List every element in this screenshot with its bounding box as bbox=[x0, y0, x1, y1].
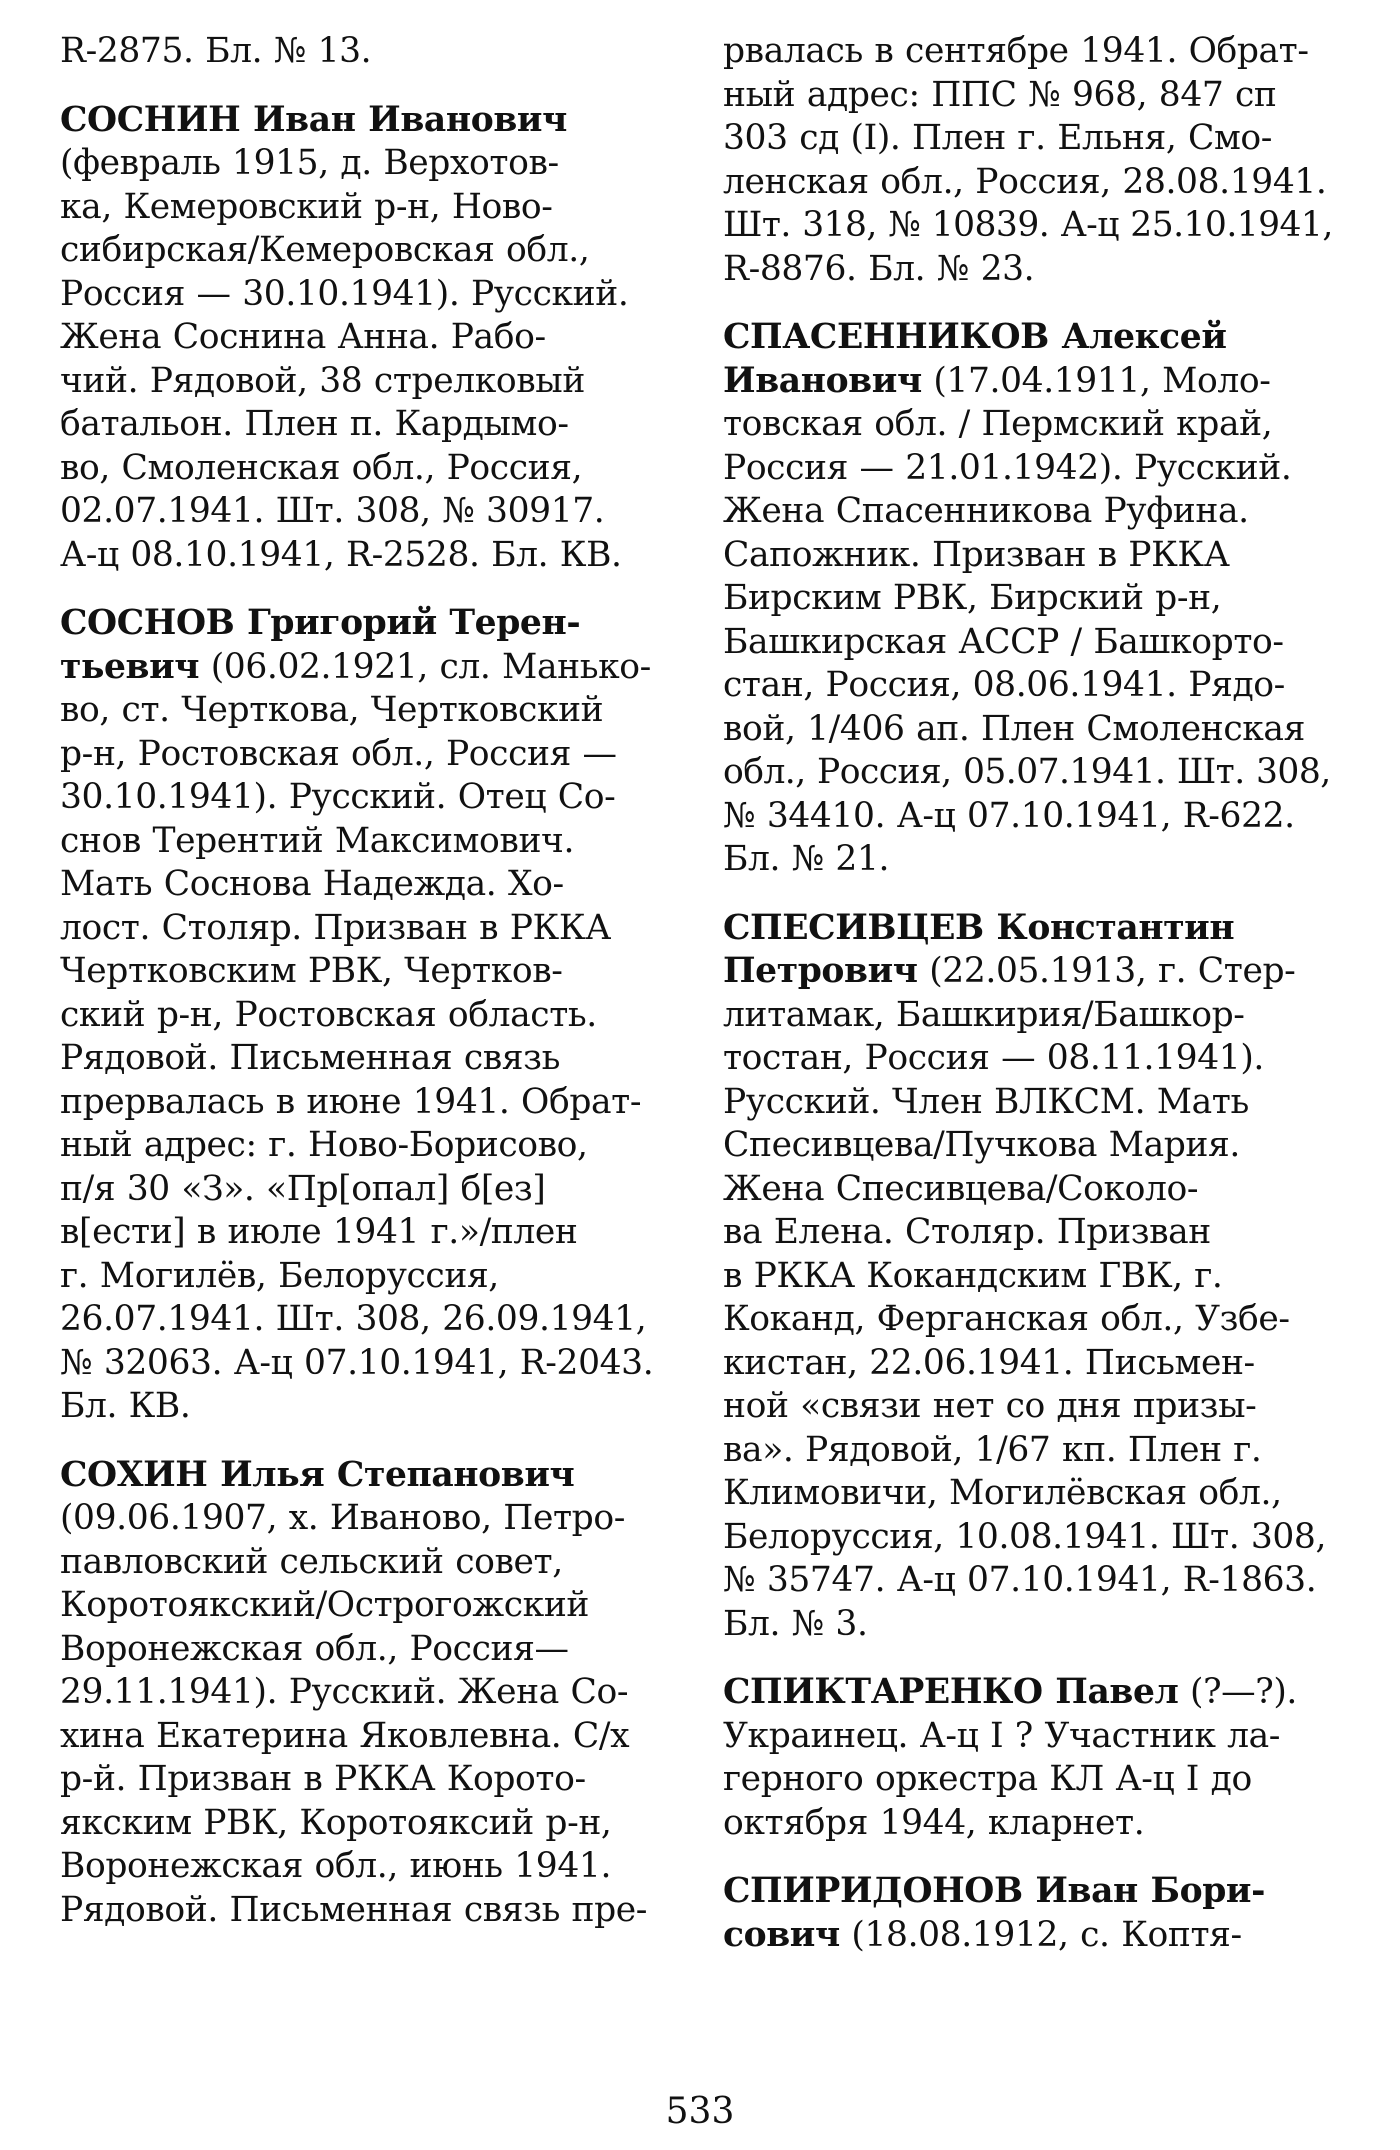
text-line bbox=[60, 1715, 670, 1759]
text-line bbox=[60, 1628, 670, 1672]
entry-name: СОХИН Илья Степанович bbox=[60, 1454, 575, 1495]
text-line bbox=[723, 1516, 1333, 1560]
entry-text: товская обл. / Пермский край, bbox=[723, 404, 1273, 444]
entry-text: (06.02.1921, сл. Манько- bbox=[199, 646, 651, 687]
entry-text: ва». Рядовой, 1/67 кп. Плен г. bbox=[723, 1429, 1262, 1470]
text-line bbox=[60, 273, 670, 317]
entry-text: (февраль 1915, д. Верхотов- bbox=[60, 143, 559, 183]
right-column bbox=[723, 30, 1333, 1957]
entry-text: Воронежская обл., Россия— bbox=[60, 1628, 569, 1669]
text-line bbox=[60, 229, 670, 273]
entry-text: Спесивцева/Пучкова Мария. bbox=[723, 1125, 1240, 1165]
entry-text: ский р-н, Ростовская область. bbox=[60, 994, 597, 1035]
text-line bbox=[60, 142, 670, 186]
text-line bbox=[723, 1758, 1333, 1802]
entry-text: ленская обл., Россия, 28.08.1941. bbox=[723, 161, 1327, 202]
text-line bbox=[60, 1211, 670, 1255]
text-line bbox=[723, 1298, 1333, 1342]
entry-text: литамак, Башкирия/Башкор- bbox=[723, 994, 1245, 1035]
text-line bbox=[60, 646, 670, 690]
text-line bbox=[60, 1385, 670, 1429]
entry-text: ной «связи нет со дня призы- bbox=[723, 1386, 1257, 1426]
entry-text: Бл. № 3. bbox=[723, 1603, 868, 1644]
entry-text: Мать Соснова Надежда. Хо- bbox=[60, 864, 564, 904]
entry-text: Россия — 30.10.1941). Русский. bbox=[60, 273, 629, 314]
entry-text: хина Екатерина Яковлевна. С/х bbox=[60, 1715, 630, 1756]
text-line bbox=[60, 950, 670, 994]
text-line bbox=[723, 664, 1333, 708]
entry-text: (22.05.1913, г. Стер- bbox=[917, 951, 1296, 991]
text-line bbox=[723, 1472, 1333, 1516]
text-line bbox=[60, 1758, 670, 1802]
text-line bbox=[60, 689, 670, 733]
entry-text: стан, Россия, 08.06.1941. Рядо- bbox=[723, 665, 1285, 705]
entry-text: R-8876. Бл. № 23. bbox=[723, 248, 1035, 289]
entry-text: павловский сельский совет, bbox=[60, 1541, 563, 1582]
entry-name: Петрович bbox=[723, 951, 918, 991]
entry-text: рвалась в сентябре 1941. Обрат- bbox=[723, 31, 1309, 71]
text-line bbox=[60, 1454, 670, 1498]
entry bbox=[60, 30, 670, 74]
text-line bbox=[60, 360, 670, 404]
text-line bbox=[723, 161, 1333, 205]
text-line bbox=[60, 1584, 670, 1628]
entry-text: Башкирская АССР / Башкорто- bbox=[723, 621, 1284, 662]
entry-text: в[ести] в июле 1941 г.»/плен bbox=[60, 1212, 578, 1252]
text-line bbox=[60, 1497, 670, 1541]
entry bbox=[723, 1870, 1333, 1957]
entry-text: № 32063. А-ц 07.10.1941, R-2043. bbox=[60, 1342, 654, 1383]
text-line bbox=[60, 907, 670, 951]
text-line bbox=[60, 1124, 670, 1168]
entry-text: Шт. 318, № 10839. А-ц 25.10.1941, bbox=[723, 205, 1333, 245]
text-line bbox=[60, 1802, 670, 1846]
entry-text: Сапожник. Призван в РККА bbox=[723, 534, 1230, 575]
entry-text: во, ст. Черткова, Чертковский bbox=[60, 690, 604, 730]
entry-text: Жена Соснина Анна. Рабо- bbox=[60, 317, 546, 357]
text-line bbox=[723, 994, 1333, 1038]
text-line bbox=[723, 1255, 1333, 1299]
text-line bbox=[723, 577, 1333, 621]
text-line bbox=[723, 795, 1333, 839]
entry bbox=[60, 1454, 670, 1933]
text-line bbox=[723, 1211, 1333, 1255]
text-line bbox=[60, 490, 670, 534]
text-line bbox=[60, 1255, 670, 1299]
entry-text: Коротоякский/Острогожский bbox=[60, 1585, 590, 1625]
text-line bbox=[723, 316, 1333, 360]
entry-text: октября 1944, кларнет. bbox=[723, 1802, 1145, 1843]
entry-text: кистан, 22.06.1941. Письмен- bbox=[723, 1342, 1255, 1383]
entry-text: р-й. Призван в РККА Корото- bbox=[60, 1759, 586, 1799]
entry-text: 26.07.1941. Шт. 308, 26.09.1941, bbox=[60, 1299, 647, 1339]
text-line bbox=[723, 751, 1333, 795]
text-line bbox=[723, 1124, 1333, 1168]
text-line bbox=[723, 30, 1333, 74]
text-line bbox=[723, 534, 1333, 578]
text-line bbox=[723, 1342, 1333, 1386]
entry-text: (18.08.1912, с. Коптя- bbox=[839, 1914, 1242, 1955]
text-line bbox=[723, 1603, 1333, 1647]
text-line bbox=[723, 490, 1333, 534]
entry-text: Украинец. А-ц I ? Участник ла- bbox=[723, 1715, 1281, 1756]
text-line bbox=[723, 1559, 1333, 1603]
entry-name: СПАСЕННИКОВ Алексей bbox=[723, 317, 1227, 357]
entry-text: Рядовой. Письменная связь пре- bbox=[60, 1889, 648, 1930]
text-line bbox=[60, 99, 670, 143]
text-line bbox=[723, 1671, 1333, 1715]
entry-text: снов Терентий Максимович. bbox=[60, 820, 575, 861]
entry-text: 303 сд (I). Плен г. Ельня, Смо- bbox=[723, 118, 1273, 158]
entry-text: ва Елена. Столяр. Призван bbox=[723, 1212, 1211, 1252]
text-line bbox=[60, 403, 670, 447]
entry-text: Коканд, Ферганская обл., Узбе- bbox=[723, 1299, 1290, 1339]
text-line bbox=[723, 74, 1333, 118]
entry-text: лост. Столяр. Призван в РККА bbox=[60, 907, 611, 948]
entry-name: Иванович bbox=[723, 360, 922, 401]
text-line bbox=[60, 1671, 670, 1715]
entry-text: Чертковским РВК, Чертков- bbox=[60, 951, 563, 991]
text-line bbox=[723, 907, 1333, 951]
entry-text: Бирским РВК, Бирский р-н, bbox=[723, 578, 1222, 618]
entry-text: 29.11.1941). Русский. Жена Со- bbox=[60, 1672, 629, 1712]
text-line bbox=[60, 1845, 670, 1889]
entry bbox=[723, 1671, 1333, 1845]
entry-text: герного оркестра КЛ А-ц I до bbox=[723, 1759, 1252, 1799]
entry-text: во, Смоленская обл., Россия, bbox=[60, 447, 583, 488]
entry-text: Бл. № 21. bbox=[723, 839, 890, 879]
entry bbox=[60, 602, 670, 1429]
text-line bbox=[60, 447, 670, 491]
text-line bbox=[60, 1342, 670, 1386]
entry-name: СПЕСИВЦЕВ Константин bbox=[723, 907, 1235, 948]
text-line bbox=[60, 733, 670, 777]
entry-text: А-ц 08.10.1941, R-2528. Бл. КВ. bbox=[60, 534, 622, 575]
entry-text: р-н, Ростовская обл., Россия — bbox=[60, 733, 617, 774]
text-line bbox=[723, 708, 1333, 752]
text-line bbox=[60, 1037, 670, 1081]
entry-text: вой, 1/406 ап. Плен Смоленская bbox=[723, 708, 1305, 749]
entry-text: (17.04.1911, Моло- bbox=[921, 360, 1271, 401]
entry-name: СПИКТАРЕНКО Павел bbox=[723, 1672, 1179, 1712]
entry-text: 30.10.1941). Русский. Отец Со- bbox=[60, 777, 616, 817]
left-column bbox=[60, 30, 670, 1932]
text-line bbox=[723, 1037, 1333, 1081]
text-line bbox=[723, 838, 1333, 882]
entry-text: Рядовой. Письменная связь bbox=[60, 1038, 560, 1078]
text-line bbox=[723, 117, 1333, 161]
entry-text: R-2875. Бл. № 13. bbox=[60, 31, 372, 71]
entry-text: г. Могилёв, Белоруссия, bbox=[60, 1255, 499, 1296]
text-line bbox=[60, 1541, 670, 1585]
text-line bbox=[723, 447, 1333, 491]
text-line bbox=[723, 950, 1333, 994]
entry-text: ный адрес: г. Ново-Борисово, bbox=[60, 1125, 588, 1165]
entry-text: № 35747. А-ц 07.10.1941, R-1863. bbox=[723, 1560, 1317, 1600]
entry-text: Жена Спесивцева/Соколо- bbox=[723, 1168, 1199, 1209]
text-line bbox=[723, 403, 1333, 447]
entry-text: Бл. КВ. bbox=[60, 1386, 191, 1426]
entry-text: Воронежская обл., июнь 1941. bbox=[60, 1846, 612, 1886]
entry-name: тьевич bbox=[60, 646, 200, 687]
entry-text: ка, Кемеровский р-н, Ново- bbox=[60, 186, 553, 227]
entry bbox=[723, 30, 1333, 291]
entry-text: сибирская/Кемеровская обл., bbox=[60, 230, 590, 270]
text-line bbox=[723, 1081, 1333, 1125]
text-line bbox=[723, 1870, 1333, 1914]
entry-text: ный адрес: ППС № 968, 847 сп bbox=[723, 74, 1277, 115]
entry-text: Белоруссия, 10.08.1941. Шт. 308, bbox=[723, 1516, 1327, 1557]
text-line bbox=[723, 1802, 1333, 1846]
entry-text: тостан, Россия — 08.11.1941). bbox=[723, 1038, 1264, 1078]
text-line bbox=[60, 820, 670, 864]
text-line bbox=[60, 186, 670, 230]
entry-name: СПИРИДОНОВ Иван Бори- bbox=[723, 1871, 1266, 1911]
entry bbox=[723, 316, 1333, 882]
text-line bbox=[60, 316, 670, 360]
text-line bbox=[60, 534, 670, 578]
entry-text: чий. Рядовой, 38 стрелковый bbox=[60, 360, 585, 401]
page-number: 533 bbox=[665, 2091, 735, 2132]
text-line bbox=[723, 1385, 1333, 1429]
text-line bbox=[60, 30, 670, 74]
entry-text: якским РВК, Коротояксий р-н, bbox=[60, 1802, 612, 1843]
entry-text: обл., Россия, 05.07.1941. Шт. 308, bbox=[723, 752, 1331, 792]
entry-text: Россия — 21.01.1942). Русский. bbox=[723, 447, 1292, 488]
text-line bbox=[60, 1298, 670, 1342]
entry-text: прервалась в июне 1941. Обрат- bbox=[60, 1081, 642, 1122]
entry-text: в РККА Кокандским ГВК, г. bbox=[723, 1255, 1223, 1296]
text-line bbox=[723, 248, 1333, 292]
entry-name: СОСНИН Иван Иванович bbox=[60, 99, 567, 140]
text-line bbox=[60, 1081, 670, 1125]
entry-text: № 34410. А-ц 07.10.1941, R-622. bbox=[723, 795, 1295, 836]
entry-text: Жена Спасенникова Руфина. bbox=[723, 491, 1249, 531]
entry bbox=[60, 99, 670, 578]
entry-text: п/я 30 «З». «Пр[опал] б[ез] bbox=[60, 1168, 546, 1209]
text-line bbox=[723, 204, 1333, 248]
text-line bbox=[723, 1429, 1333, 1473]
text-line bbox=[60, 1168, 670, 1212]
text-line bbox=[60, 776, 670, 820]
text-line bbox=[723, 1715, 1333, 1759]
entry-name: СОСНОВ Григорий Терен- bbox=[60, 603, 581, 643]
text-line bbox=[60, 863, 670, 907]
entry-text: Климовичи, Могилёвская обл., bbox=[723, 1473, 1282, 1513]
entry-text: (09.06.1907, х. Иваново, Петро- bbox=[60, 1498, 625, 1538]
text-line bbox=[723, 1168, 1333, 1212]
entry-text: Русский. Член ВЛКСМ. Мать bbox=[723, 1081, 1249, 1122]
entry-text: батальон. Плен п. Кардымо- bbox=[60, 404, 569, 444]
entry bbox=[723, 907, 1333, 1647]
entry-text: 02.07.1941. Шт. 308, № 30917. bbox=[60, 491, 605, 531]
text-line bbox=[723, 621, 1333, 665]
entry-name: сович bbox=[723, 1914, 840, 1955]
text-line bbox=[723, 360, 1333, 404]
text-line bbox=[60, 994, 670, 1038]
text-line bbox=[60, 1889, 670, 1933]
text-line bbox=[60, 602, 670, 646]
text-line bbox=[723, 1914, 1333, 1958]
entry-text: (?—?). bbox=[1178, 1672, 1297, 1712]
